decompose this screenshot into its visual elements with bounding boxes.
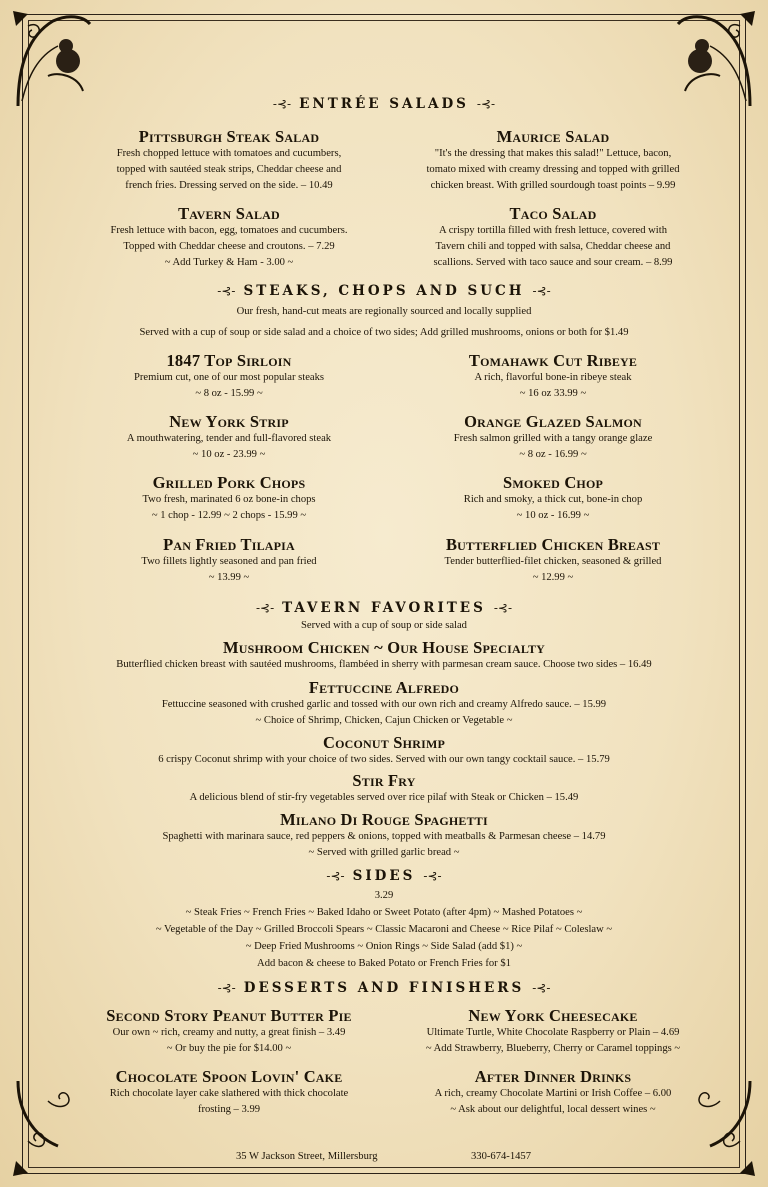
sides-line: ~ Deep Fried Mushrooms ~ Onion Rings ~ Side Salad (add $1) ~: [245, 941, 523, 952]
menu-item-peanut-butter-pie: Second Story Peanut Butter Pie Our own ~ rich, creamy and nutty, a great finish – 3.49 ~ Or buy the pie for $14.00 ~: [106, 1006, 352, 1054]
menu-item-coconut-shrimp: Coconut Shrimp 6 crispy Coconut shrimp with your choice of two sides. Served with our own tangy cocktail sauce. – 15.79: [158, 733, 610, 765]
tavern-intro-line: Served with a cup of soup or side salad: [301, 620, 467, 631]
footer-address: 35 W Jackson Street, Millersburg: [236, 1151, 378, 1162]
menu-item-milano-spaghetti: Milano Di Rouge Spaghetti Spaghetti with marinara sauce, red peppers & onions, topped with meatballs & Parmesan cheese – 14.79 ~ Served with grilled garlic bread ~: [162, 810, 606, 858]
menu-item-chocolate-spoon-cake: Chocolate Spoon Lovin' Cake Rich chocolate layer cake slathered with thick chocolate frosting – 3.99: [109, 1067, 349, 1115]
ornament-icon: -⊰-: [532, 981, 551, 995]
footer-phone: 330-674-1457: [471, 1151, 532, 1162]
menu-item-orange-glazed-salmon: Orange Glazed Salmon Fresh salmon grilled with a tangy orange glaze ~ 8 oz - 16.99 ~: [453, 412, 653, 460]
section-heading-desserts: -⊰- DESSERTS AND FINISHERS -⊰-: [217, 980, 551, 996]
menu-item-stir-fry: Stir Fry A delicious blend of stir-fry vegetables served over rice pilaf with Steak or Chicken – 15.49: [189, 771, 579, 803]
section-heading-sides: -⊰- SIDES -⊰-: [326, 868, 442, 884]
menu-item-pittsburgh-steak-salad: Pittsburgh Steak Salad Fresh chopped lettuce with tomatoes and cucumbers, topped with sautéed steak strips, Cheddar cheese and french fries. Dressing served on the side. – 10.49: [116, 127, 342, 191]
menu-item-new-york-strip: New York Strip A mouthwatering, tender and full-flavored steak ~ 10 oz - 23.99 ~: [126, 412, 332, 460]
menu-item-fettuccine-alfredo: Fettuccine Alfredo Fettuccine seasoned with crushed garlic and tossed with our own rich and creamy Alfredo sauce. – 15.99 ~ Choice of Shrimp, Chicken, Cajun Chicken or Vegetable ~: [161, 678, 607, 726]
sides-line: ~ Steak Fries ~ French Fries ~ Baked Idaho or Sweet Potato (after 4pm) ~ Mashed Potatoes ~: [185, 907, 583, 918]
ornament-icon: -⊰-: [532, 284, 551, 298]
menu-item-mushroom-chicken: Mushroom Chicken ~ Our House Specialty Butterflied chicken breast with sautéed mushrooms, flambéed in sherry with parmesan cream sauce. Choose two sides – 16.49: [116, 638, 652, 670]
menu-item-after-dinner-drinks: After Dinner Drinks A rich, creamy Chocolate Martini or Irish Coffee – 6.00 ~ Ask about our delightful, local dessert wines ~: [434, 1067, 672, 1115]
menu-item-tavern-salad: Tavern Salad Fresh lettuce with bacon, egg, tomatoes and cucumbers. Topped with Cheddar cheese and croutons. – 7.29 ~ Add Turkey & Ham - 3.00 ~: [110, 204, 348, 268]
ornament-icon: -⊰-: [217, 981, 236, 995]
ornament-icon: -⊰-: [255, 601, 275, 615]
ornament-icon: -⊰-: [423, 869, 442, 883]
ornament-icon: -⊰-: [476, 97, 496, 111]
menu-item-maurice-salad: Maurice Salad "It's the dressing that makes this salad!" Lettuce, bacon, tomato mixed with creamy dressing and topped with grilled chicken breast. With grilled sourdough toast points – 9.99: [426, 127, 680, 191]
section-heading-steaks: -⊰- STEAKS, CHOPS AND SUCH -⊰-: [217, 283, 551, 299]
sides-price: 3.29: [374, 890, 394, 901]
menu-item-grilled-pork-chops: Grilled Pork Chops Two fresh, marinated 6 oz bone-in chops ~ 1 chop - 12.99 ~ 2 chops - 15.99 ~: [142, 473, 316, 521]
ornament-icon: -⊰-: [493, 601, 513, 615]
steaks-intro-line: Served with a cup of soup or side salad and a choice of two sides; Add grilled mushrooms, onions or both for $1.49: [139, 327, 629, 338]
ornament-icon: -⊰-: [217, 284, 236, 298]
menu-item-top-sirloin: 1847 Top Sirloin Premium cut, one of our most popular steaks ~ 8 oz - 15.99 ~: [133, 351, 325, 399]
menu-item-butterflied-chicken-breast: Butterflied Chicken Breast Tender butterflied-filet chicken, seasoned & grilled ~ 12.99 ~: [444, 535, 662, 583]
ornament-icon: -⊰-: [326, 869, 345, 883]
section-heading-entree-salads: -⊰- ENTRÉE SALADS -⊰-: [272, 96, 496, 112]
menu-item-pan-fried-tilapia: Pan Fried Tilapia Two fillets lightly seasoned and pan fried ~ 13.99 ~: [141, 535, 317, 583]
ornament-icon: -⊰-: [272, 97, 292, 111]
sides-line: Add bacon & cheese to Baked Potato or French Fries for $1: [257, 958, 511, 969]
sides-line: ~ Vegetable of the Day ~ Grilled Broccoli Spears ~ Classic Macaroni and Cheese ~ Rice Pilaf ~ Coleslaw ~: [155, 924, 613, 935]
steaks-intro-line: Our fresh, hand-cut meats are regionally sourced and locally supplied: [236, 306, 532, 317]
menu-item-new-york-cheesecake: New York Cheesecake Ultimate Turtle, White Chocolate Raspberry or Plain – 4.69 ~ Add Strawberry, Blueberry, Cherry or Caramel toppings ~: [425, 1006, 681, 1054]
menu-item-tomahawk-ribeye: Tomahawk Cut Ribeye A rich, flavorful bone-in ribeye steak ~ 16 oz 33.99 ~: [468, 351, 638, 399]
menu-item-smoked-chop: Smoked Chop Rich and smoky, a thick cut, bone-in chop ~ 10 oz - 16.99 ~: [463, 473, 643, 521]
section-heading-tavern-favorites: -⊰- TAVERN FAVORITES -⊰-: [255, 600, 513, 616]
menu-item-taco-salad: Taco Salad A crispy tortilla filled with fresh lettuce, covered with Tavern chili and topped with salsa, Cheddar cheese and scallions. Served with taco sauce and sour cream. – 8.99: [433, 204, 673, 268]
